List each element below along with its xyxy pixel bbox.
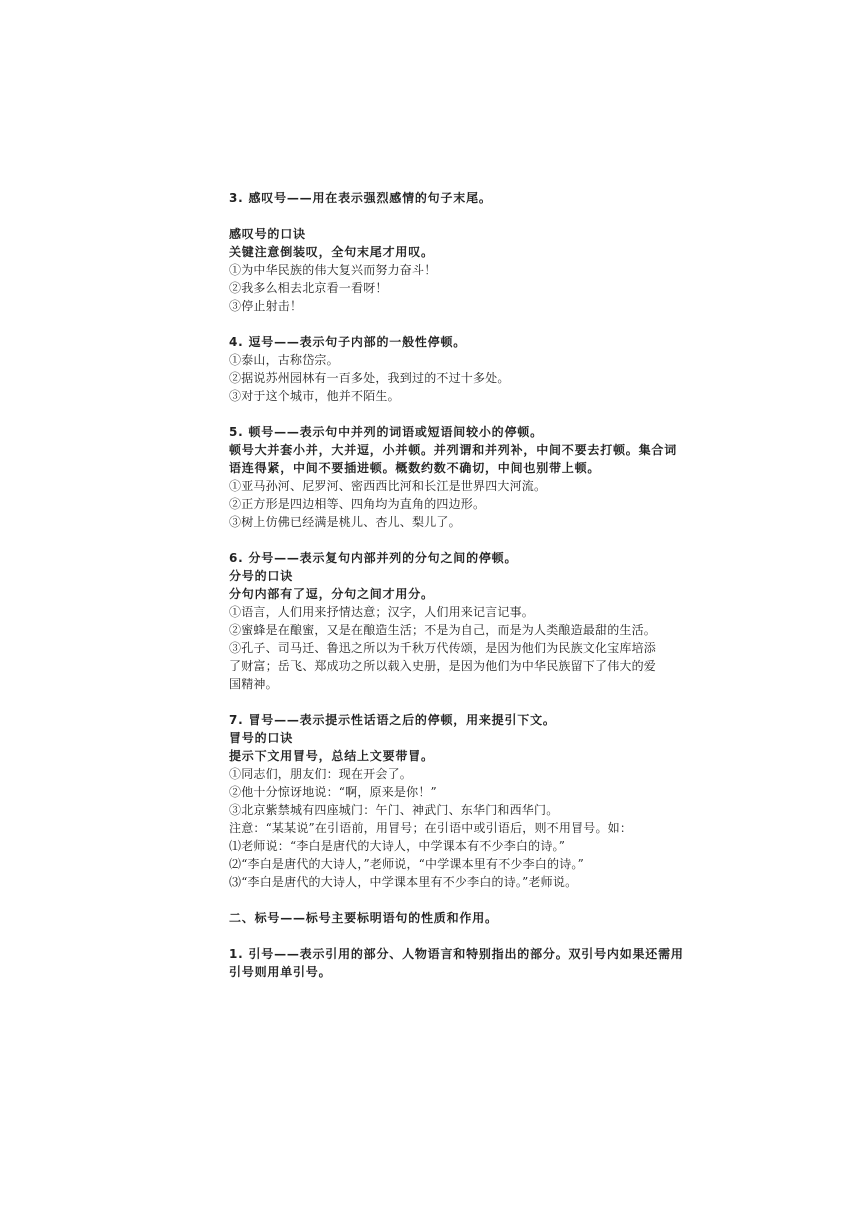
section-title-quotation: 1. 引号——表示引用的部分、人物语言和特别指出的部分。双引号内如果还需用 — [229, 947, 684, 961]
example-line: ①同志们，朋友们：现在开会了。 — [229, 767, 413, 781]
note-line: 注意：“某某说”在引语前，用冒号；在引语中或引语后，则不用冒号。如： — [229, 821, 633, 835]
example-line: ②我多么相去北京看一看呀！ — [229, 281, 388, 295]
section-title-exclamation: 3. 感叹号——用在表示强烈感情的句子末尾。 — [229, 191, 492, 205]
spacer — [229, 207, 699, 225]
spacer — [229, 891, 699, 909]
example-line: ②据说苏州园林有一百多处，我到过的不过十多处。 — [229, 371, 510, 385]
example-line: ③树上仿佛已经满是桃儿、杏儿、梨儿了。 — [229, 515, 461, 529]
example-line: ③停止射击！ — [229, 299, 303, 313]
example-line: ②正方形是四边相等、四角均为直角的四边形。 — [229, 497, 486, 511]
example-line: ②蜜蜂是在酿蜜，又是在酿造生活；不是为自己，而是为人类酿造最甜的生活。 — [229, 623, 657, 637]
example-line: ②他十分惊讶地说：“啊，原来是你！” — [229, 785, 437, 799]
example-line: ③对于这个城市，他并不陌生。 — [229, 389, 400, 403]
rhyme-text: 关键注意倒装叹，全句末尾才用叹。 — [229, 245, 434, 259]
example-line: ①语言，人们用来抒情达意；汉字，人们用来记言记事。 — [229, 605, 535, 619]
spacer — [229, 405, 699, 423]
example-line: 国精神。 — [229, 677, 278, 691]
rhyme-text: 语连得紧，中间不要插进顿。概数约数不确切，中间也别带上顿。 — [229, 461, 601, 475]
example-line: ③北京紫禁城有四座城门：午门、神武门、东华门和西华门。 — [229, 803, 559, 817]
section-title-enumeration-comma: 5. 顿号——表示句中并列的词语或短语间较小的停顿。 — [229, 425, 543, 439]
example-line: ⑵“李白是唐代的大诗人，”老师说，“中学课本里有不少李白的诗。” — [229, 857, 584, 871]
spacer — [229, 531, 699, 549]
rhyme-title: 冒号的口诀 — [229, 731, 294, 745]
example-line: ①泰山，古称岱宗。 — [229, 353, 339, 367]
example-line: ⑴老师说：“李白是唐代的大诗人，中学课本有不少李白的诗。” — [229, 839, 566, 853]
rhyme-text: 顿号大并套小并，大并逗，小并顿。并列谓和并列补，中间不要去打顿。集合词 — [229, 443, 678, 457]
example-line: ①为中华民族的伟大复兴而努力奋斗！ — [229, 263, 437, 277]
document-page — [229, 189, 699, 981]
rhyme-title: 感叹号的口诀 — [229, 227, 306, 241]
spacer — [229, 927, 699, 945]
section-title-comma: 4. 逗号——表示句子内部的一般性停顿。 — [229, 335, 467, 349]
example-line: ①亚马孙河、尼罗河、密西西比河和长江是世界四大河流。 — [229, 479, 547, 493]
section-title-colon: 7. 冒号——表示提示性话语之后的停顿，用来提引下文。 — [229, 713, 556, 727]
spacer — [229, 693, 699, 711]
example-line: ⑶“李白是唐代的大诗人，中学课本里有不少李白的诗。”老师说。 — [229, 875, 578, 889]
rhyme-text: 分句内部有了逗，分句之间才用分。 — [229, 587, 434, 601]
example-line: 了财富；岳飞、郑成功之所以载入史册，是因为他们为中华民族留下了伟大的爱 — [229, 659, 657, 673]
rhyme-text: 提示下文用冒号，总结上文要带冒。 — [229, 749, 434, 763]
rhyme-title: 分号的口诀 — [229, 569, 294, 583]
part-heading: 二、标号——标号主要标明语句的性质和作用。 — [229, 911, 498, 925]
section-title-quotation-cont: 引号则用单引号。 — [229, 965, 332, 979]
spacer — [229, 315, 699, 333]
example-line: ③孔子、司马迁、鲁迅之所以为千秋万代传颂，是因为他们为民族文化宝库培添 — [229, 641, 657, 655]
section-title-semicolon: 6. 分号——表示复句内部并列的分句之间的停顿。 — [229, 551, 518, 565]
